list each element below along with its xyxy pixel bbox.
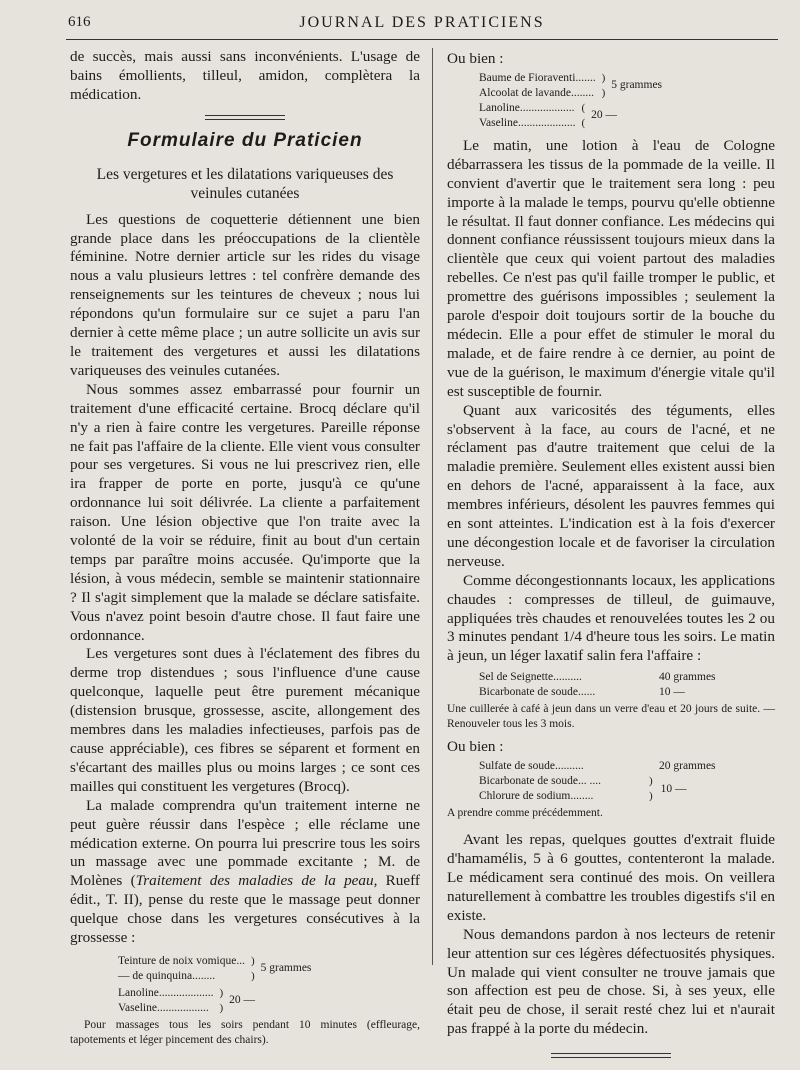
prescription-item: Vaseline.................. bbox=[118, 1001, 209, 1014]
section-divider bbox=[205, 115, 285, 120]
prescription-quantity: 5 grammes bbox=[611, 79, 663, 92]
prescription-note: Pour massages tous les soirs pendant 10 minutes (effleurage, tapotements et léger pincement des chairs). bbox=[70, 1018, 420, 1046]
end-divider bbox=[551, 1053, 671, 1058]
page-number: 616 bbox=[68, 14, 91, 30]
paragraph: Le matin, une lotion à l'eau de Cologne débarrassera les tissus de la pommade de la veille. Il convient d'avertir que le traitement sera long : peu importe à la malade le temps, pourvu qu'elle obtienne le résultat. Il faut donner confiance. Les médecins qui donnent confiance réussissent toujours mieux dans la clientèle que ceux qui voient partout des maladies rebelles. Ce n'est pas qu'il faille tromper le public, et promettre des guérisons impossibles ; seulement la parole d'espoir doit toujours sortir de la bouche du médecin. Elle a pour effet de stimuler le moral du malade, et de faire rendre à ce dernier, au point de vue de la guérison, le maximum d'énergie vitale qu'il est susceptible de fournir. bbox=[447, 136, 775, 400]
paragraph: Nous sommes assez embarrassé pour fournir un traitement d'une efficacité certaine. Brocq déclare qu'il n'y a rien à faire contre les vergetures. Pareille réponse ne fait pas l'affaire de la cliente. Elle vient vous consulter pour ses vergetures. Si vous ne lui prescrivez rien, elle ira frapper de porte en porte, jusqu'à ce qu'une ordonnance lui soit délivrée. La cliente a parfaitement raison. Une lésion objective que l'on traite avec la volonté de la voir se réduire, finit au bout d'un certain temps par paraître moins accusée. Qu'importe que la lésion, à vous médecin, semble se maintenir stationnaire ? Il s'agit simplement que la malade se déclare satisfaite. Vous n'avez point besoin d'autre chose. Il faut faire une ordonnance. bbox=[70, 380, 420, 644]
prescription-quantity: 40 grammes bbox=[659, 671, 716, 684]
brace: ( ( bbox=[581, 101, 586, 129]
prescription-item: Sel de Seignette.......... bbox=[479, 671, 582, 684]
prescription-item: Vaseline.................... bbox=[479, 116, 576, 129]
prescription-item: Bicarbonate de soude... .... bbox=[479, 775, 601, 788]
book-title: Traitement des maladies de la peau bbox=[135, 872, 374, 890]
right-column bbox=[447, 48, 775, 1070]
prescription-quantity: 5 grammes bbox=[260, 962, 312, 975]
left-column bbox=[70, 48, 420, 1054]
prescription-item: Lanoline................... bbox=[118, 986, 214, 999]
prescription-quantity: 20 — bbox=[591, 109, 618, 122]
prescription-note: Une cuillerée à café à jeun dans un verre d'eau et 20 jours de suite. — Renouveler tous les 3 mois. bbox=[447, 703, 775, 731]
header-rule bbox=[66, 39, 778, 40]
prescription-item: — de quinquina........ bbox=[118, 969, 216, 982]
section-title: Formulaire du Praticien bbox=[127, 129, 363, 151]
brace: ) ) bbox=[219, 986, 224, 1014]
paragraph: Les questions de coquetterie détiennent une bien grande place dans les préoccupations de la clientèle féminine. Notre dernier article sur les rides du visage nous a valu plusieurs lettres : tel confrère demande des renseignements sur les teintures de cheveux ; nous lui répondons qu'un formulaire sur ce sujet a paru l'an dernier à cette même place ; un autre sollicite un avis sur le traitement des vergetures et aussi les dilatations variqueuses des veinules cutanées. bbox=[70, 210, 420, 379]
prescription bbox=[479, 71, 775, 131]
page-header bbox=[68, 10, 776, 36]
prescription-quantity: 20 — bbox=[229, 994, 256, 1007]
prescription bbox=[479, 759, 775, 804]
prescription bbox=[479, 670, 775, 700]
paragraph-text: , Rueff édit., T. II), pense du reste que le massage peut donner quelque chose dans les vergetures consécutives à la grossesse : bbox=[70, 872, 420, 947]
paragraph: Quant aux varicosités des téguments, elles s'observent à la face, au cours de l'acné, et ne réclament pas d'autre traitement que celui de la maladie première. Seulement elles existent aussi bien en dehors de l'acné, apparaissent à la face, aux membres inférieurs, désolent les pauvres femmes qui en sont atteintes. L'indication est à la fois d'exercer une décongestion locale et de favoriser la circulation nerveuse. bbox=[447, 401, 775, 570]
prescription-item: Sulfate de soude.......... bbox=[479, 760, 584, 773]
prescription-quantity: 10 — bbox=[659, 686, 685, 699]
prescription-item: Chlorure de sodium........ bbox=[479, 790, 594, 803]
prescription-item: Lanoline................... bbox=[479, 101, 575, 114]
journal-title: JOURNAL DES PRATICIENS bbox=[299, 14, 545, 31]
column-divider bbox=[432, 48, 433, 965]
article-title: Les vergetures et les dilatations variqueuses des veinules cutanées bbox=[96, 165, 394, 202]
prescription-note: A prendre comme précédemment. bbox=[447, 807, 603, 820]
prescription bbox=[118, 954, 420, 1016]
prescription-quantity: 10 — bbox=[660, 782, 687, 795]
paragraph-text: La malade comprendra qu'un traitement interne ne peut guère réussir dans l'espèce ; elle réclame une médication externe. On pourra lui prescrire tous les soirs un massage avec une pommade excitante ; M. de Molènes ( bbox=[70, 796, 420, 890]
intro-paragraph: de succès, mais aussi sans inconvénients. L'usage de bains émollients, tilleul, amidon, complètera la médication. bbox=[70, 48, 420, 103]
prescription-item: Teinture de noix vomique... bbox=[118, 954, 245, 967]
ou-bien-label: Ou bien : bbox=[447, 738, 504, 756]
prescription-quantity: 20 grammes bbox=[659, 760, 716, 773]
prescription-item: Bicarbonate de soude...... bbox=[479, 686, 596, 699]
brace: ) ) bbox=[250, 954, 255, 982]
ou-bien-label: Ou bien : bbox=[447, 50, 504, 67]
paragraph: Avant les repas, quelques gouttes d'extrait fluide d'hamamélis, 5 à 6 gouttes, contenteront la malade. Le médicament sera continué des mois. On veillera naturellement à combattre les troubles digestifs s'il en existe. bbox=[447, 831, 775, 924]
paragraph: Comme décongestionnants locaux, les applications chaudes : compresses de tilleul, de guimauve, appliquées très chaudes et renouvelées toutes les 2 ou 3 minutes pendant 1/4 d'heure tous les soirs. Le matin à jeun, un léger laxatif salin fera l'affaire : bbox=[447, 571, 775, 665]
brace: ) ) bbox=[601, 71, 606, 99]
prescription-item: Alcoolat de lavande........ bbox=[479, 86, 594, 99]
paragraph: Les vergetures sont dues à l'éclatement des fibres du derme trop distendues ; sous l'influence d'une cause quelconque, laquelle peut être purement mécanique (distension brusque, grossesse, ascite, allongement des membres dans les maladies infectieuses, parfois pas de cause appréciable), ces fibres se séparent et forment en s'écartant des mailles plus ou moins larges ; ce sont ces mailles qui constituent les vergetures (Brocq). bbox=[70, 645, 420, 795]
prescription-item: Baume de Fioraventi....... bbox=[479, 71, 596, 84]
paragraph: Nous demandons pardon à nos lecteurs de retenir leur attention sur ces légères défectuosités physiques. Un malade qui vient consulter ne trouve jamais que son affection est peu de chose. Si, à ses yeux, elle était peu de chose, il serait resté chez lui et n'aurait pas frappé à la porte du médecin. bbox=[447, 925, 775, 1038]
brace: ) ) bbox=[649, 775, 653, 803]
paragraph bbox=[70, 797, 420, 948]
